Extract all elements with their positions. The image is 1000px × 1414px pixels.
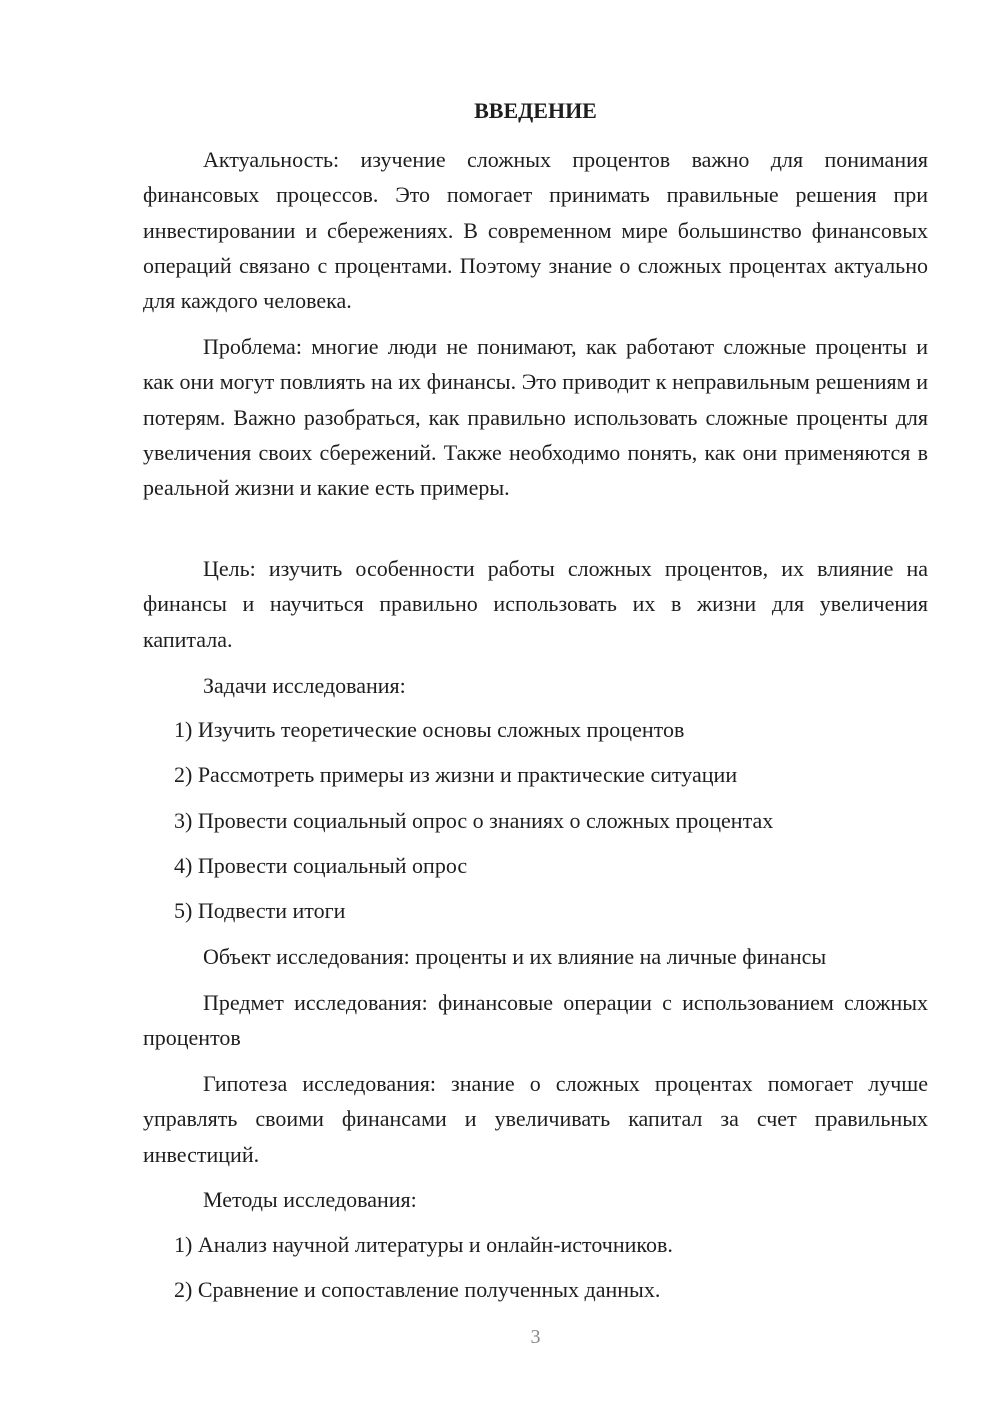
task-item-3: 3) Провести социальный опрос о знаниях о сложных процентах xyxy=(174,808,774,833)
subject-paragraph: Предмет исследования: финансовые операции с использованием сложных процентов xyxy=(143,990,928,1051)
relevance-paragraph: Актуальность: изучение сложных процентов важно для понимания финансовых процессов. Это помогает принимать правильные решения при инвестировании и сбережениях. В современном мире большинство финансовых операций связано с процентами. Поэтому знание о сложных процентах актуально для каждого человека. xyxy=(143,147,928,314)
page-number: 3 xyxy=(530,1326,541,1348)
hypothesis-paragraph: Гипотеза исследования: знание о сложных процентах помогает лучше управлять своими финансами и увеличивать капитал за счет правильных инвестиций. xyxy=(143,1071,928,1167)
section-title: ВВЕДЕНИЕ xyxy=(474,98,597,123)
document-page xyxy=(143,0,928,1414)
task-item-5: 5) Подвести итоги xyxy=(174,898,346,923)
tasks-heading: Задачи исследования: xyxy=(203,673,406,698)
methods-heading: Методы исследования: xyxy=(203,1187,417,1212)
method-item-1: 1) Анализ научной литературы и онлайн-источников. xyxy=(174,1232,673,1257)
goal-paragraph: Цель: изучить особенности работы сложных процентов, их влияние на финансы и научиться правильно использовать их в жизни для увеличения капитала. xyxy=(143,556,928,652)
task-item-4: 4) Провести социальный опрос xyxy=(174,853,468,878)
task-item-2: 2) Рассмотреть примеры из жизни и практические ситуации xyxy=(174,762,738,787)
object-paragraph: Объект исследования: проценты и их влияние на личные финансы xyxy=(203,944,827,969)
problem-paragraph: Проблема: многие люди не понимают, как работают сложные проценты и как они могут повлиять на их финансы. Это приводит к неправильным решениям и потерям. Важно разобраться, как правильно использовать сложные проценты для увеличения своих сбережений. Также необходимо понять, как они применяются в реальной жизни и какие есть примеры. xyxy=(143,334,928,501)
method-item-2: 2) Сравнение и сопоставление полученных данных. xyxy=(174,1277,661,1302)
task-item-1: 1) Изучить теоретические основы сложных процентов xyxy=(174,717,685,742)
